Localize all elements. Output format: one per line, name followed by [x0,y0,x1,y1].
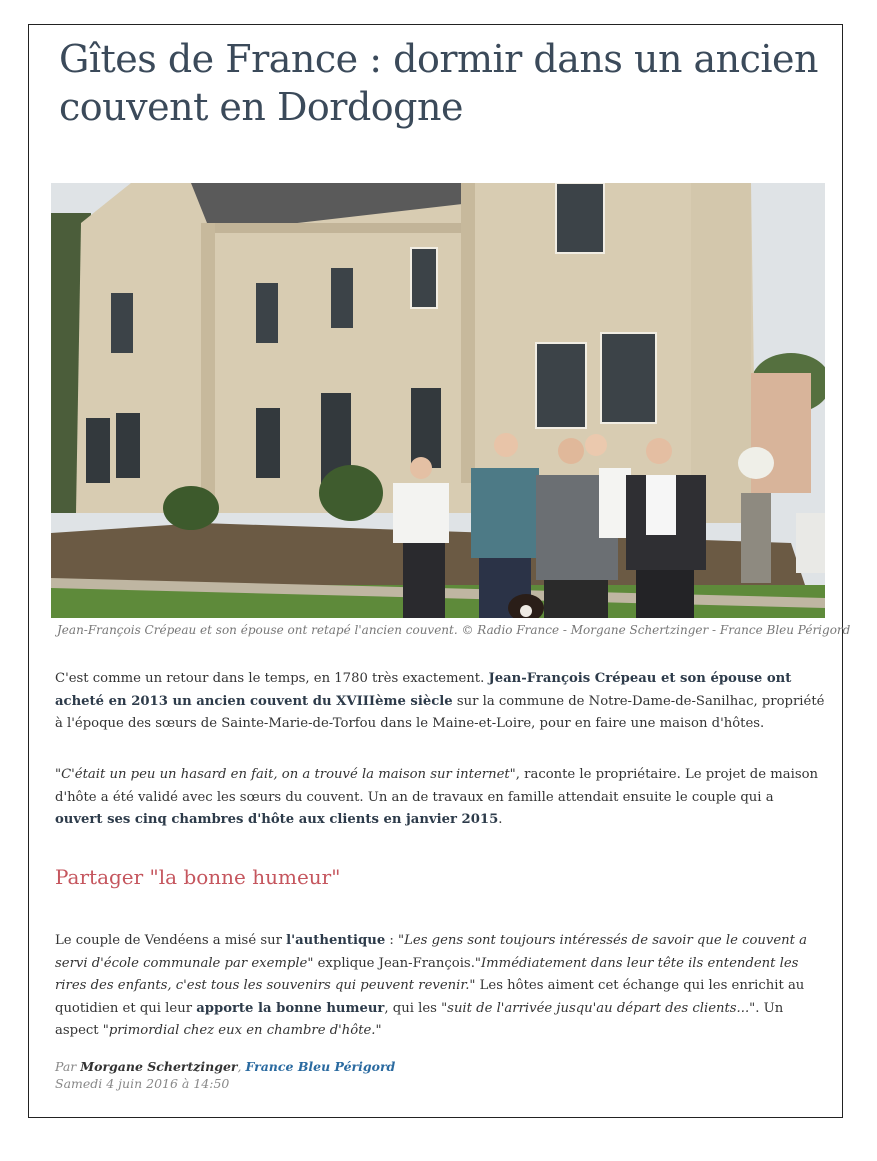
text: , raconte le propriétaire. Le projet de maison d'hôte a été validé avec les sœurs du couvent. Un an de travaux en famille attendait ensuite le couple qui a [55,767,819,805]
text: C'est comme un retour dans le temps, en 1780 très exactement. [55,671,489,686]
article-frame [28,24,851,1118]
text: : [385,933,399,948]
text: sur la commune de Notre-Dame-de-Sanilhac, propriété à l'époque des sœurs de Sainte-Marie-de-Torfou dans le Maine-et-Loire, pour en faire une maison d'hôtes. [55,693,825,731]
text: Le couple de Vendéens a misé sur [55,933,287,948]
text: explique Jean-François. [313,955,475,971]
quote: "C'était un peu un hasard en fait, on a trouvé la maison sur internet" [55,767,516,782]
emphasis: Jean-François Crépeau et son épouse ont acheté en 2013 un ancien couvent du XVIIIème siècle [55,671,792,709]
quote: "Les gens sont toujours intéressés de savoir que le couvent a servi d'école communale par exemple" [55,933,808,971]
station-link[interactable]: France Bleu Périgord [245,1059,396,1074]
emphasis: apporte la bonne humeur [196,1000,385,1016]
paragraph-intro [55,668,825,736]
text: Les hôtes aiment cet échange qui les enrichit au quotidien et qui leur [55,978,805,1016]
publish-date: Samedi 4 juin 2016 à 14:50 [55,1076,230,1091]
section-heading: Partager "la bonne humeur" [55,865,341,889]
emphasis: l'authentique [286,933,386,948]
article-title: Gîtes de France : dormir dans un ancien couvent en Dordogne [59,37,819,129]
paragraph-authentic [55,930,825,1043]
byline [55,1058,395,1092]
byline-separator: , [237,1059,246,1074]
byline-author-line [55,1058,395,1075]
photo-caption: Jean-François Crépeau et son épouse ont retapé l'ancien couvent. © Radio France - Morgane Schertzinger - France Bleu Périgord [57,623,851,637]
quote: "primordial chez eux en chambre d'hôte." [102,1023,382,1038]
byline-prefix: Par [55,1059,81,1074]
quote: "Immédiatement dans leur tête ils entendent les rires des enfants, c'est tous les souvenirs qui peuvent revenir." [55,955,799,993]
quote: "suit de l'arrivée jusqu'au départ des clients..." [441,1000,756,1016]
article-photo [51,183,825,618]
text: , qui les [384,1000,442,1016]
text: . [498,812,503,827]
text: . Un aspect [55,1000,784,1038]
emphasis: ouvert ses cinq chambres d'hôte aux clients en janvier 2015 [55,812,499,827]
paragraph-quote [55,764,825,832]
author-link[interactable]: Morgane Schertzinger [80,1059,238,1074]
